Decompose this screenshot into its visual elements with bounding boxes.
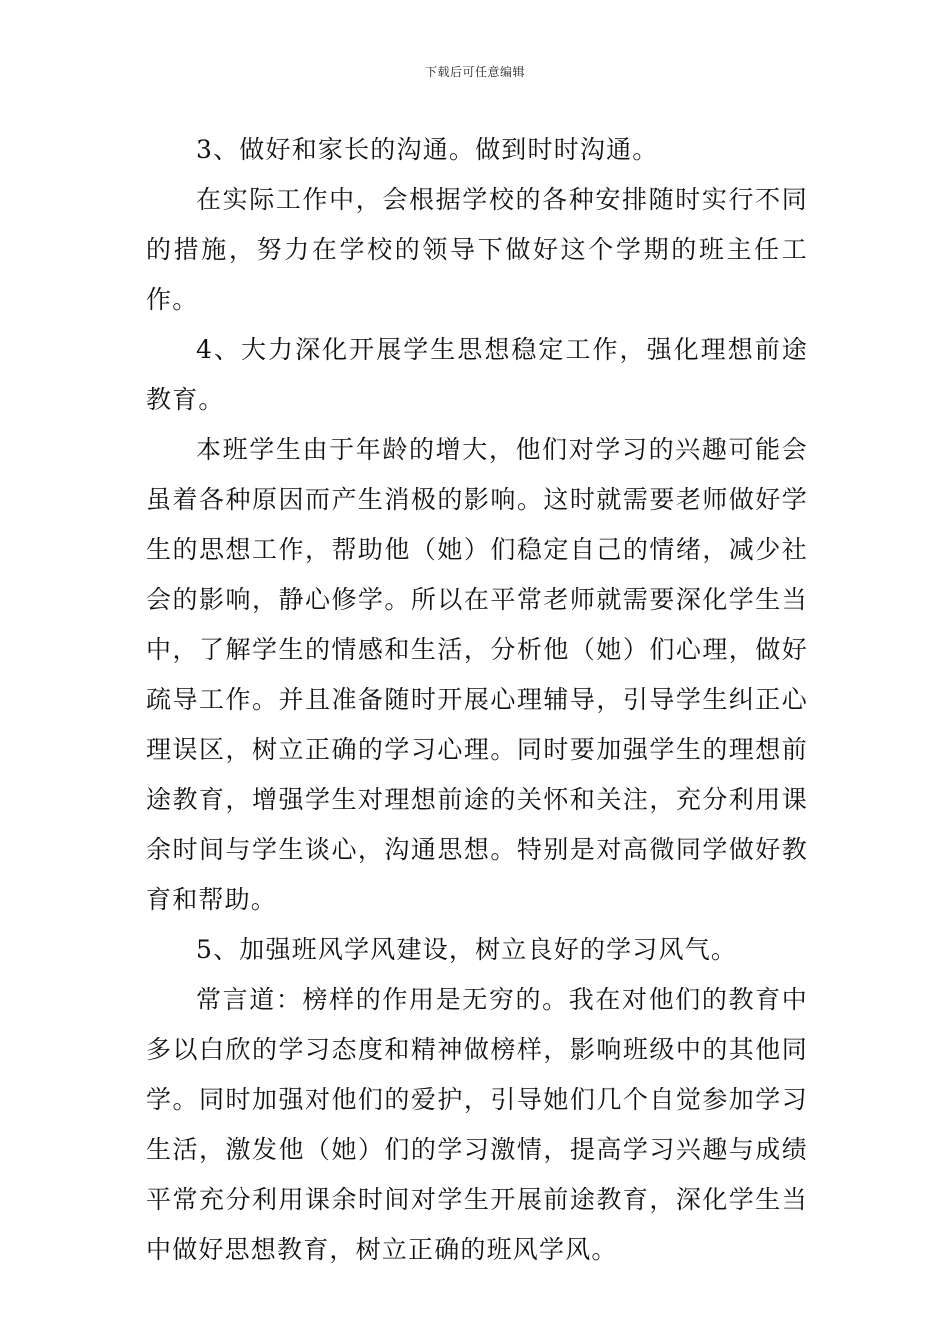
paragraph-item-4: 4、大力深化开展学生思想稳定工作，强化理想前途教育。 [146, 335, 808, 414]
paragraph-student-thought: 本班学生由于年龄的增大，他们对学习的兴趣可能会虽着各种原因而产生消极的影响。这时就需要老师做好学生的思想工作，帮助他（她）们稳定自己的情绪，减少社会的影响，静心修学。所以在平常老师就需要深化学生当中，了解学生的情感和生活，分析他（她）们心理，做好疏导工作。并且准备随时开展心理辅导，引导学生纠正心理误区，树立正确的学习心理。同时要加强学生的理想前途教育，增强学生对理想前途的关怀和关注，充分利用课余时间与学生谈心，沟通思想。特别是对高微同学做好教育和帮助。 [146, 435, 808, 914]
paragraph-work-measures: 在实际工作中，会根据学校的各种安排随时实行不同的措施，努力在学校的领导下做好这个学期的班主任工作。 [146, 185, 808, 314]
paragraph-item-3: 3、做好和家长的沟通。做到时时沟通。 [196, 135, 659, 164]
paragraph-role-model: 常言道：榜样的作用是无穷的。我在对他们的教育中多以白欣的学习态度和精神做榜样，影响班级中的其他同学。同时加强对他们的爱护，引导她们几个自觉参加学习生活，激发他（她）们的学习激情，提高学习兴趣与成绩平常充分利用课余时间对学生开展前途教育，深化学生当中做好思想教育，树立正确的班风学风。 [146, 985, 808, 1264]
document-body [146, 125, 808, 1275]
page-header-note: 下载后可任意编辑 [424, 65, 525, 79]
paragraph-item-5: 5、加强班风学风建设，树立良好的学习风气。 [196, 935, 738, 964]
